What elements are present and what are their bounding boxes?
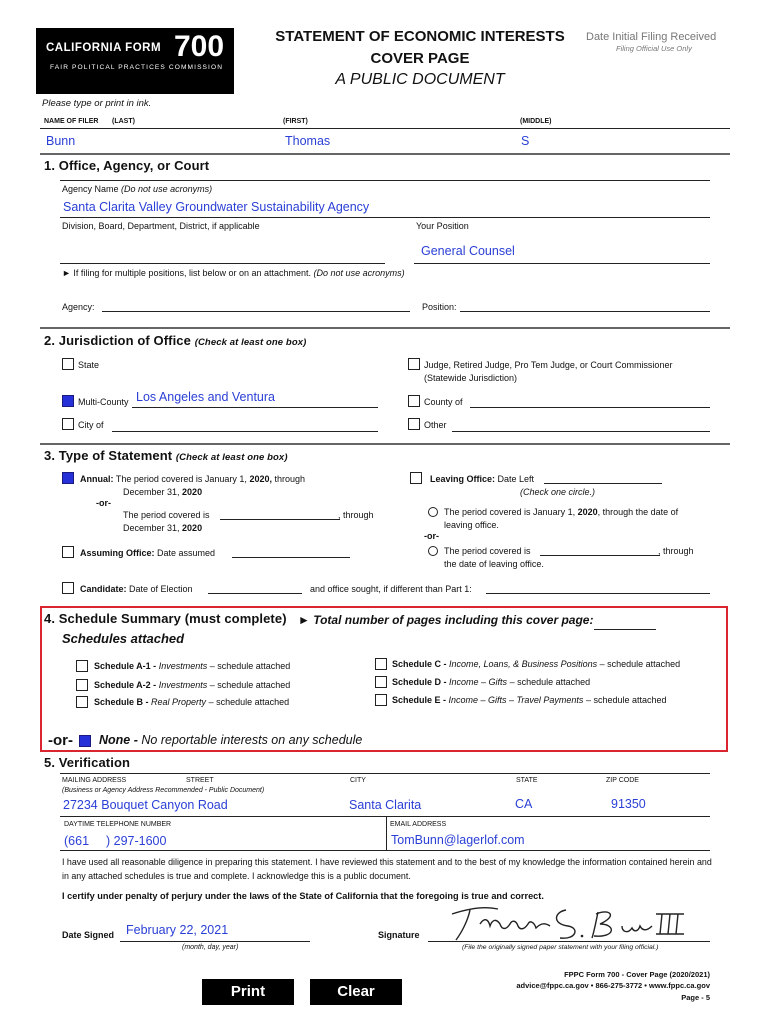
agency-top-line xyxy=(60,180,710,181)
multiple-positions-note: ► If filing for multiple positions, list below or on an attachment. (Do not use acronyms) xyxy=(62,268,405,278)
verification-top-line xyxy=(60,773,710,774)
division-label: Division, Board, Department, District, if applicable xyxy=(62,221,260,231)
leaving-option2-radio[interactable] xyxy=(428,546,438,556)
annual-text-line2: December 31, 2020 xyxy=(123,487,203,497)
form-title-line1: STATEMENT OF ECONOMIC INTERESTS xyxy=(275,28,565,45)
none-checkbox[interactable] xyxy=(79,735,91,747)
section4-title: 4. Schedule Summary (must complete) xyxy=(44,611,287,626)
schedule-c-label: Schedule C - Income, Loans, & Business Positions – schedule attached xyxy=(392,659,681,669)
other-checkbox[interactable] xyxy=(408,418,420,430)
leaving-option2-text: The period covered is xyxy=(444,546,531,556)
divider xyxy=(40,153,730,155)
assuming-office-text: Assuming Office: Date assumed xyxy=(80,548,216,558)
leaving-office-text: Leaving Office: Date Left xyxy=(430,474,535,484)
annual-alt-line2: December 31, 2020 xyxy=(123,523,203,533)
diligence-statement: I have used all reasonable diligence in preparing this statement. I have reviewed this statement and to the best of my knowledge the information contained herein and in any attached schedules is true and complete. I acknowledge this is a public document. xyxy=(62,857,712,881)
leaving-option1-text2: leaving office. xyxy=(444,520,499,530)
position-label: Your Position xyxy=(416,221,469,231)
position-field[interactable]: General Counsel xyxy=(421,244,515,258)
state-label: State xyxy=(78,360,100,370)
agency-bottom-line xyxy=(60,217,710,218)
position2-label: Position: xyxy=(422,302,457,312)
filer-top-line xyxy=(40,128,730,129)
state-checkbox[interactable] xyxy=(62,358,74,370)
form-number: 700 xyxy=(174,30,225,63)
schedule-b-label: Schedule B - Real Property – schedule attached xyxy=(94,697,290,707)
or-label-none: -or- xyxy=(48,732,73,749)
assuming-office-checkbox[interactable] xyxy=(62,546,74,558)
date-signed-label: Date Signed xyxy=(62,930,115,940)
city-label: City of xyxy=(78,420,104,430)
schedule-a1-checkbox[interactable] xyxy=(76,660,88,672)
judge-checkbox[interactable] xyxy=(408,358,420,370)
or-label-1: -or- xyxy=(96,498,111,508)
email-label: EMAIL ADDRESS xyxy=(390,821,447,828)
assuming-date-field[interactable] xyxy=(232,557,350,558)
signature-image xyxy=(440,900,690,944)
leaving-option1-radio[interactable] xyxy=(428,507,438,517)
instructions: Please type or print in ink. xyxy=(42,98,152,109)
leaving-office-checkbox[interactable] xyxy=(410,472,422,484)
state-field[interactable]: CA xyxy=(515,797,533,811)
form-title-line3: A PUBLIC DOCUMENT xyxy=(335,71,505,88)
state-col-label: STATE xyxy=(516,777,538,784)
office-sought-field[interactable] xyxy=(486,593,710,594)
divider xyxy=(40,327,730,329)
position-line xyxy=(414,263,710,264)
candidate-text2: and office sought, if different than Part 1: xyxy=(310,584,472,594)
received-sub: Filing Official Use Only xyxy=(616,44,692,53)
leaving-option2-date[interactable] xyxy=(540,555,660,556)
annual-alt-through: , through xyxy=(338,510,374,520)
city-field[interactable]: Santa Clarita xyxy=(349,798,422,812)
total-pages-field[interactable] xyxy=(594,629,656,630)
email-field[interactable]: TomBunn@lagerlof.com xyxy=(391,833,525,847)
first-name-field[interactable]: Thomas xyxy=(285,134,331,148)
phone-area-field[interactable]: (661 xyxy=(64,834,90,848)
schedule-a2-label: Schedule A-2 - Investments – schedule attached xyxy=(94,680,291,690)
schedule-e-checkbox[interactable] xyxy=(375,694,387,706)
leaving-date-field[interactable] xyxy=(544,483,662,484)
mailing-note: (Business or Agency Address Recommended - Public Document) xyxy=(62,787,265,794)
street-field[interactable]: 27234 Bouquet Canyon Road xyxy=(63,798,228,812)
or-label-2: -or- xyxy=(424,531,439,541)
leaving-option1-text: The period covered is January 1, 2020, through the date of xyxy=(444,507,679,517)
schedule-e-label: Schedule E - Income – Gifts – Travel Payments – schedule attached xyxy=(392,695,667,705)
date-signed-line xyxy=(120,941,310,942)
zip-field[interactable]: 91350 xyxy=(611,797,646,811)
form-label: CALIFORNIA FORM xyxy=(46,42,162,54)
candidate-checkbox[interactable] xyxy=(62,582,74,594)
signature-label: Signature xyxy=(378,930,420,940)
print-button[interactable]: Print xyxy=(202,979,294,1005)
commission-label: FAIR POLITICAL PRACTICES COMMISSION xyxy=(50,64,224,71)
annual-checkbox[interactable] xyxy=(62,472,74,484)
multicounty-checkbox[interactable] xyxy=(62,395,74,407)
middle-label: (MIDDLE) xyxy=(520,118,552,125)
mailing-label: MAILING ADDRESS xyxy=(62,777,127,784)
agency2-label: Agency: xyxy=(62,302,95,312)
position2-field[interactable] xyxy=(460,311,710,312)
divider xyxy=(40,443,730,445)
certify-statement: I certify under penalty of perjury under the laws of the State of California that the foregoing is true and correct. xyxy=(62,891,544,901)
other-field[interactable] xyxy=(452,431,710,432)
multicounty-line xyxy=(132,407,378,408)
schedule-d-checkbox[interactable] xyxy=(375,676,387,688)
received-label: Date Initial Filing Received xyxy=(586,31,717,43)
judge-label: Judge, Retired Judge, Pro Tem Judge, or Court Commissioner xyxy=(424,360,673,370)
zip-col-label: ZIP CODE xyxy=(606,777,639,784)
vertical-divider xyxy=(386,816,387,850)
name-of-filer-label: NAME OF FILER xyxy=(44,118,99,125)
footer-line3: Page - 5 xyxy=(681,993,710,1002)
last-label: (LAST) xyxy=(112,118,135,125)
other-label: Other xyxy=(424,420,447,430)
total-pages-label: ► Total number of pages including this cover page: xyxy=(298,613,594,627)
form-title-line2: COVER PAGE xyxy=(370,50,470,67)
phone-bottom-line xyxy=(60,850,710,851)
annual-alt-from-date[interactable] xyxy=(220,519,340,520)
schedule-c-checkbox[interactable] xyxy=(375,658,387,670)
signature-line xyxy=(428,941,710,942)
county-checkbox[interactable] xyxy=(408,395,420,407)
multicounty-field[interactable]: Los Angeles and Ventura xyxy=(136,390,276,404)
leaving-option2-text2: the date of leaving office. xyxy=(444,559,544,569)
date-signed-sub: (month, day, year) xyxy=(182,944,239,951)
last-name-field[interactable]: Bunn xyxy=(46,134,76,148)
none-label: None - No reportable interests on any schedule xyxy=(99,733,363,747)
annual-alt-line1: The period covered is xyxy=(123,510,210,520)
middle-name-field[interactable]: S xyxy=(521,134,530,148)
city-field[interactable] xyxy=(112,431,378,432)
schedules-attached-label: Schedules attached xyxy=(62,631,185,646)
schedule-a1-label: Schedule A-1 - Investments – schedule attached xyxy=(94,661,291,671)
agency-label: Agency Name (Do not use acronyms) xyxy=(62,184,213,194)
leaving-sub: (Check one circle.) xyxy=(520,487,596,497)
signature-sub: (File the originally signed paper statement with your filing official.) xyxy=(462,944,659,951)
footer-line2: advice@fppc.ca.gov • 866-275-3772 • www.fppc.ca.gov xyxy=(516,981,710,990)
schedule-d-label: Schedule D - Income – Gifts – schedule attached xyxy=(392,677,591,687)
phone-label: DAYTIME TELEPHONE NUMBER xyxy=(64,821,172,828)
multicounty-label: Multi-County xyxy=(78,397,129,407)
section3-title: 3. Type of Statement (Check at least one box) xyxy=(44,448,288,463)
schedule-b-checkbox[interactable] xyxy=(76,696,88,708)
agency-name-field[interactable]: Santa Clarita Valley Groundwater Sustainability Agency xyxy=(63,200,370,214)
clear-button[interactable]: Clear xyxy=(310,979,402,1005)
election-date-field[interactable] xyxy=(208,593,302,594)
agency2-field[interactable] xyxy=(102,311,410,312)
section1-title: 1. Office, Agency, or Court xyxy=(44,158,210,173)
section5-title: 5. Verification xyxy=(44,755,131,770)
date-signed-field[interactable]: February 22, 2021 xyxy=(126,923,229,937)
leaving-option2-through: , through xyxy=(658,546,694,556)
first-label: (FIRST) xyxy=(283,118,308,125)
county-field[interactable] xyxy=(470,407,710,408)
county-label: County of xyxy=(424,397,463,407)
phone-number-field[interactable]: ) 297-1600 xyxy=(106,834,167,848)
street-label: STREET xyxy=(186,777,214,784)
judge-sub: (Statewide Jurisdiction) xyxy=(424,373,518,383)
schedule-a2-checkbox[interactable] xyxy=(76,679,88,691)
candidate-text: Candidate: Date of Election xyxy=(80,584,193,594)
division-line xyxy=(60,263,385,264)
section2-title: 2. Jurisdiction of Office (Check at least one box) xyxy=(44,333,307,348)
city-col-label: CITY xyxy=(350,777,366,784)
address-bottom-line xyxy=(60,816,710,817)
annual-text-line1: Annual: The period covered is January 1, 2020, through xyxy=(80,474,306,484)
footer-line1: FPPC Form 700 - Cover Page (2020/2021) xyxy=(564,970,710,979)
city-checkbox[interactable] xyxy=(62,418,74,430)
form-badge xyxy=(36,28,234,94)
